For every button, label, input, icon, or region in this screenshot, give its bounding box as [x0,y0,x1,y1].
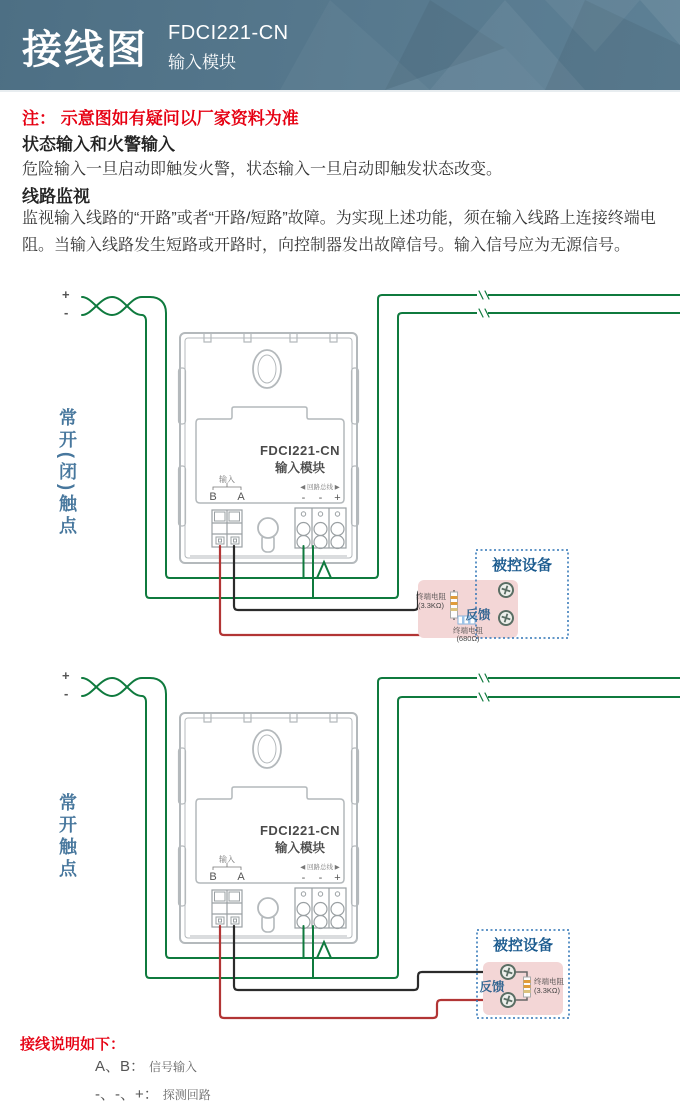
diagram1-wires [82,290,680,635]
module-name-text: 输入模块 [274,461,326,475]
input-module-drawing-2 [179,713,359,943]
loop-bus-wire-minus-1 [82,297,680,598]
resistor-value-2: (3.3KΩ) [534,986,561,995]
terminal-b-label: B [209,491,217,503]
device-title-2: 被控设备 [492,937,554,954]
wiring-note-val-ab: 信号输入 [149,1060,198,1074]
terminal-resistor-3k3-icon-2 [524,977,531,997]
resistor2-value-1: (680Ω) [456,634,480,643]
bus-break-marks-2 [477,673,489,702]
bus-terminal-minus1: - [301,492,306,504]
wiring-note-line-loop [95,1083,211,1104]
disclaimer-note: 注： 示意图如有疑问以厂家资料为准 [22,109,299,128]
module-model-text: FDCI221-CN [259,443,341,458]
terminal-a-label: A [237,491,245,503]
feedback-label-2: 反馈 [479,980,505,994]
bus-terminal-minus2: - [318,492,323,504]
page-title: 接线图 [22,28,148,72]
resistor1-name-1: 终端电阻 [416,592,446,601]
loop-bus-wire-minus-2 [82,678,680,978]
section-heading-line-monitoring: 线路监视 [22,187,90,206]
loop-bus-wire-plus-2 [82,678,680,958]
controlled-device-box-1 [416,550,568,643]
polarity-plus-label-1: + [62,287,70,302]
diagram2-wires [82,673,680,1018]
wiring-note-val-loop: 探测回路 [162,1088,211,1102]
input-terminal-label: 输入 [219,475,235,484]
polarity-minus-label-2: - [64,686,69,701]
header-module-name: 输入模块 [168,53,236,72]
input-module-drawing [179,333,359,563]
resistor1-value-1: (3.3KΩ) [417,601,445,610]
controlled-device-box-2 [477,930,569,1018]
wiring-note-key-loop: -、-、+： [95,1086,159,1103]
input-terminal-block [212,510,242,547]
wiring-note-line-ab [95,1055,197,1076]
loop-bus-label: ◀ 回路总线 ▶ [300,484,340,491]
section-heading-status-input: 状态输入和火警输入 [22,135,175,154]
loop-terminal-block [295,508,346,549]
wiring-note-key-ab: A、B： [95,1058,146,1075]
resistor2-name-1: 终端电阻 [453,626,483,635]
terminal-resistor-3k3-icon-1 [451,590,458,620]
contact-type-label-1: 常开(闭)触点 [57,408,77,538]
device-title-1: 被控设备 [491,557,553,574]
wiring-notes-title: 接线说明如下： [20,1036,126,1053]
polarity-minus-label-1: - [64,305,69,320]
bus-break-marks-1 [477,290,489,318]
feedback-label-1: 反馈 [465,608,491,622]
section-para-status-input: 危险输入一旦启动即触发火警，状态输入一旦启动即触发状态改变。 [22,161,503,178]
bus-terminal-plus: + [334,492,341,504]
header-model-number: FDCI221-CN [168,22,289,44]
resistor-name-2: 终端电阻 [534,977,564,986]
loop-bus-wire-plus-1 [82,295,680,578]
section-para-line-monitoring: 监视输入线路的“开路”或者“开路/短路”故障。为实现上述功能，须在输入线路上连接终端电阻。当输入线路发生短路或开路时，向控制器发出故障信号。输入信号应为无源信号。 [22,210,656,254]
contact-type-label-2: 常开触点 [57,793,77,881]
polarity-plus-label-2: + [62,668,70,683]
